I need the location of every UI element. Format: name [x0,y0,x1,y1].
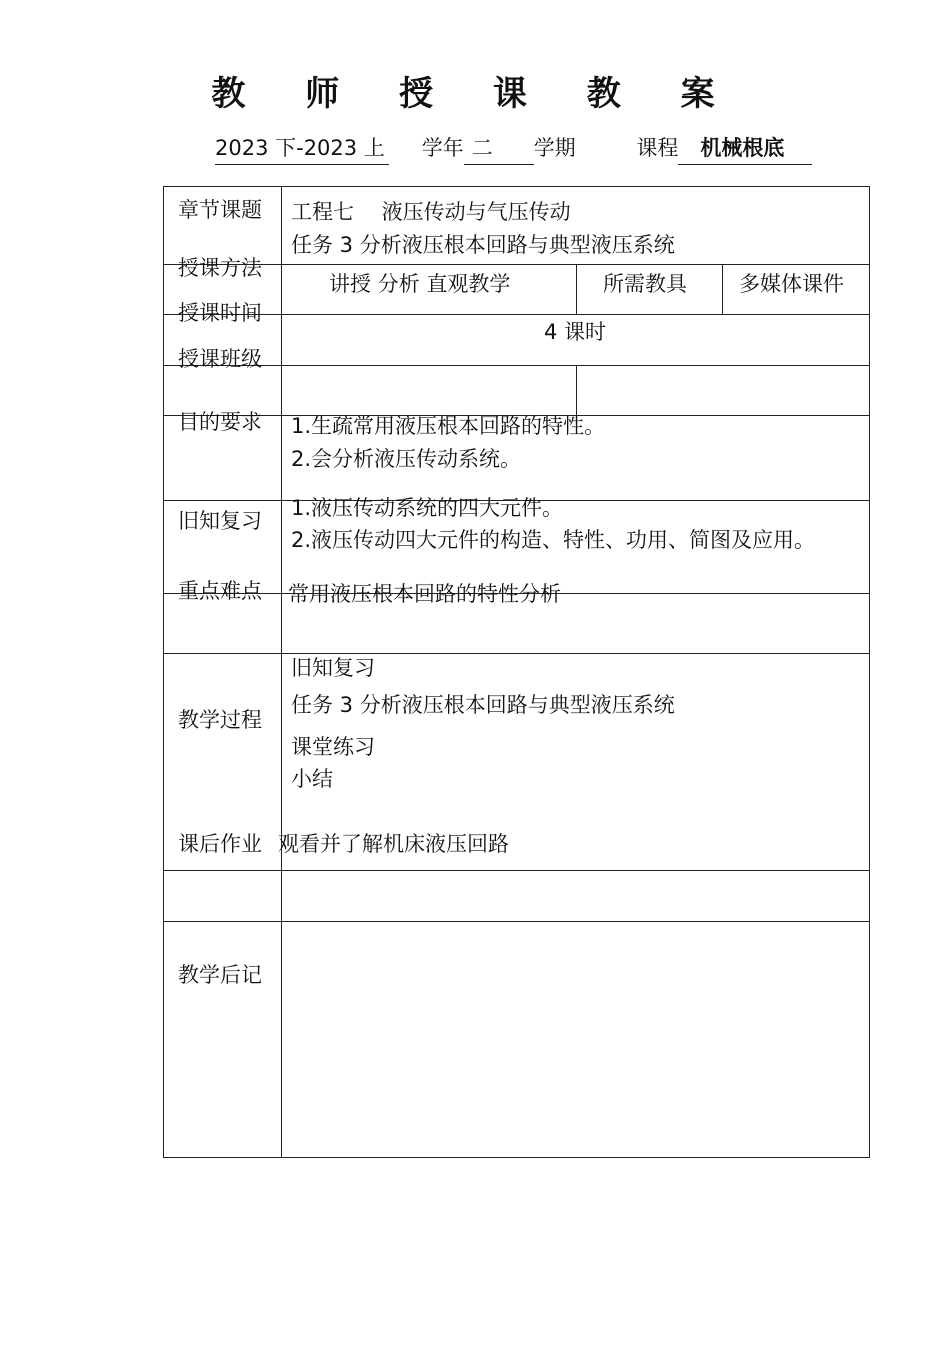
label-column-divider [281,186,282,1158]
class-divider [576,365,577,415]
chapter-line-1: 工程七 液压传动与气压传动 [291,200,571,224]
row-divider [163,314,870,315]
label-homework: 课后作业 [178,832,262,856]
table-border-left [163,186,164,1158]
chapter-line-2: 任务 3 分析液压根本回路与典型液压系统 [291,233,675,257]
review-item: 2.液压传动四大元件的构造、特性、功用、简图及应用。 [291,528,816,552]
label-time: 授课时间 [178,301,262,325]
review-item: 1.液压传动系统的四大元件。 [291,496,564,520]
tools-value: 多媒体课件 [739,272,844,296]
row-divider [163,365,870,366]
label-key-points: 重点难点 [178,579,262,603]
page-title: 教 师 授 课 教 案 [211,74,739,114]
key-points-value: 常用液压根本回路的特性分析 [288,582,561,606]
label-process: 教学过程 [178,708,262,732]
header-info [215,132,812,165]
term-label: 学期 [533,136,576,160]
homework-value: 观看并了解机床液压回路 [278,832,509,856]
label-goals: 目的要求 [178,410,262,434]
school-year-field[interactable]: 2023 下-2023 上 [215,132,389,165]
goal-item: 1.生疏常用液压根本回路的特性。 [291,414,606,438]
process-step: 任务 3 分析液压根本回路与典型液压系统 [291,693,675,717]
label-notes: 教学后记 [178,963,262,987]
course-field[interactable]: 机械根底 [678,132,812,165]
table-border-top [163,186,870,187]
process-step: 课堂练习 [291,735,375,759]
time-value: 4 课时 [544,320,607,344]
label-review: 旧知复习 [178,509,262,533]
school-year-label: 学年 [421,136,464,160]
process-step: 小结 [291,767,333,791]
table-border-right [869,186,870,1158]
row-divider [163,921,870,922]
label-class: 授课班级 [178,347,262,371]
tools-divider [722,264,723,314]
row-divider [163,264,870,265]
tools-label: 所需教具 [603,272,687,296]
goal-item: 2.会分析液压传动系统。 [291,447,522,471]
table-border-bottom [163,1157,870,1158]
method-divider [576,264,577,314]
row-divider [163,870,870,871]
term-field[interactable]: 二 [464,132,534,165]
label-method: 授课方法 [178,256,262,280]
label-chapter: 章节课题 [178,198,262,222]
course-label: 课程 [636,136,679,160]
method-value: 讲授 分析 直观教学 [329,272,511,296]
process-step: 旧知复习 [291,656,375,680]
row-divider [163,653,870,654]
